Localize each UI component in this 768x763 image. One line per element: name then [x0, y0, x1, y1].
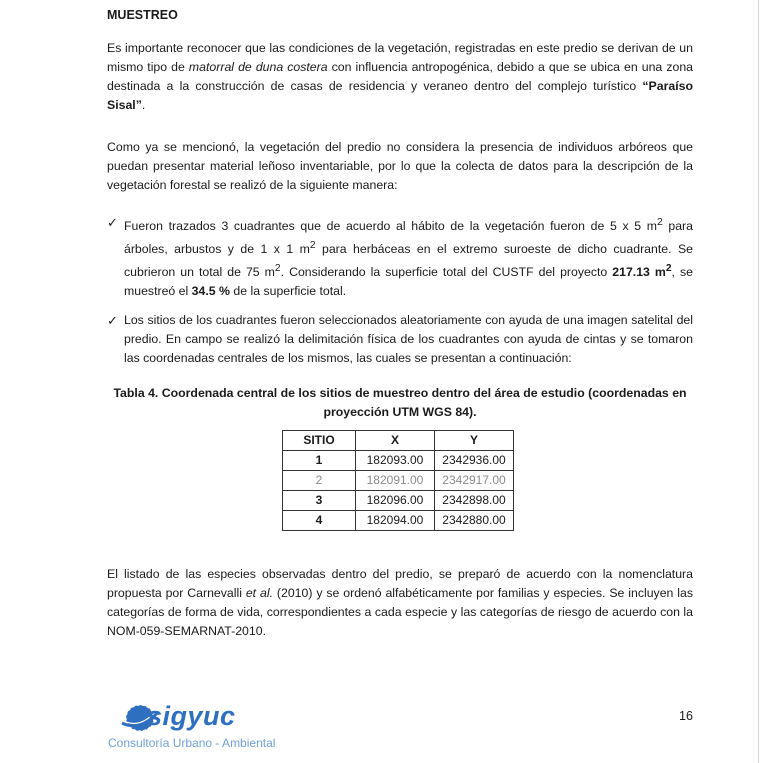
cell-y: 2342898.00 [435, 491, 514, 511]
species-paragraph [107, 565, 693, 641]
method-paragraph: Como ya se mencionó, la vegetación del predio no considera la presencia de individuos arbóreos que puedan presentar material leñoso inventariable, por lo que la colecta de datos para la descripción de la vegetación forestal se realizó de la siguiente manera: [107, 140, 693, 192]
cell-sitio: 3 [283, 491, 356, 511]
cell-sitio: 4 [283, 511, 356, 531]
species-text-1: El listado de las especies observadas dentro del predio, se preparó de acuerdo con la nomenclatura propuesta por Carnevalli [107, 567, 693, 600]
intro-text-1: Es importante reconocer que las condiciones de la vegetación, registradas en este predio se derivan de un mismo tipo de [107, 41, 693, 74]
table-caption [107, 384, 693, 422]
column-header-sitio: SITIO [283, 431, 356, 451]
page-number: 16 [679, 709, 693, 723]
cell-x: 182096.00 [356, 491, 435, 511]
intro-text-2: con influencia antropogénica, debido a que se ubica en una zona destinada a la construcción de casas de residencia y veraneo dentro del complejo turístico [107, 60, 694, 93]
table-header-row [283, 431, 514, 451]
species-text-2: (2010) y se ordenó alfabéticamente por familias y especies. Se incluyen las categorías de forma de vida, correspondientes a cada especie y las categorías de riesgo de acuerdo con la NOM-059-SEMARNAT-2010. [107, 586, 693, 638]
cell-x: 182093.00 [356, 451, 435, 471]
column-header-x: X [356, 431, 435, 451]
b1-sup-1: 2 [657, 217, 663, 228]
check-icon: ✓ [107, 313, 118, 328]
check-icon: ✓ [107, 215, 118, 230]
b1-sup-2: 2 [309, 240, 316, 252]
table-row [283, 451, 514, 471]
cell-x: 182094.00 [356, 511, 435, 531]
intro-paragraph [107, 39, 693, 115]
bullet-quadrants [107, 213, 693, 301]
intro-text-3: . [141, 98, 146, 112]
cell-sitio: 2 [283, 471, 356, 491]
cell-y: 2342917.00 [435, 471, 514, 491]
b1-text-4: . Considerando la superficie total del CUSTF del proyecto [280, 265, 613, 280]
bullet-sites-text: Los sitios de los cuadrantes fueron seleccionados aleatoriamente con ayuda de una imagen satelital del predio. En campo se realizó la delimitación física de los cuadrantes con ayuda de cintas y se tomaron las coordenadas centrales de los mismos, las cuales se presentan a continuación: [124, 313, 693, 365]
table-row [283, 471, 514, 491]
bullet-quadrants-text [124, 213, 693, 301]
table-caption-line-1: Tabla 4. Coordenada central de los sitios de muestreo dentro del área de estudio (coordenadas en [113, 386, 687, 400]
species-et-al: et al. [245, 586, 273, 600]
b1-area-value [612, 265, 671, 279]
cell-sitio: 1 [283, 451, 356, 471]
intro-vegetation-type: matorral de duna costera [188, 60, 328, 74]
table-row [283, 511, 514, 531]
b1-sup-3: 2 [274, 263, 281, 275]
company-logo [108, 700, 288, 758]
b1-text-2: para árboles, arbustos y de 1 x 1 m [124, 219, 693, 257]
b1-percent-value: 34.5 % [191, 284, 230, 299]
b1-text-6: de la superficie total. [229, 284, 347, 299]
column-header-y: Y [435, 431, 514, 451]
logo-wordmark: sigyuc [147, 701, 236, 731]
intro-complex-name: “Paraíso Sisal” [107, 79, 693, 112]
coordinates-table [282, 430, 514, 531]
b1-text-5: , se muestreó el [124, 265, 693, 299]
b1-area-number: 217.13 m [612, 265, 666, 280]
table-row [283, 491, 514, 511]
table-caption-line-2: proyección UTM WGS 84). [323, 405, 477, 419]
b1-text-3: para herbáceas en el extremo suroeste de dicho cuadrante. Se cubrieron un total de 75 m [124, 242, 693, 280]
b1-text-1: Fueron trazados 3 cuadrantes que de acuerdo al hábito de la vegetación fueron de 5 x 5 m [124, 219, 658, 234]
section-heading: MUESTREO [107, 8, 178, 22]
bullet-sites [107, 311, 693, 368]
logo-tagline: Consultoría Urbano - Ambiental [108, 736, 276, 750]
cell-y: 2342936.00 [435, 451, 514, 471]
cell-x: 182091.00 [356, 471, 435, 491]
cell-y: 2342880.00 [435, 511, 514, 531]
b1-sup-4: 2 [665, 263, 672, 275]
